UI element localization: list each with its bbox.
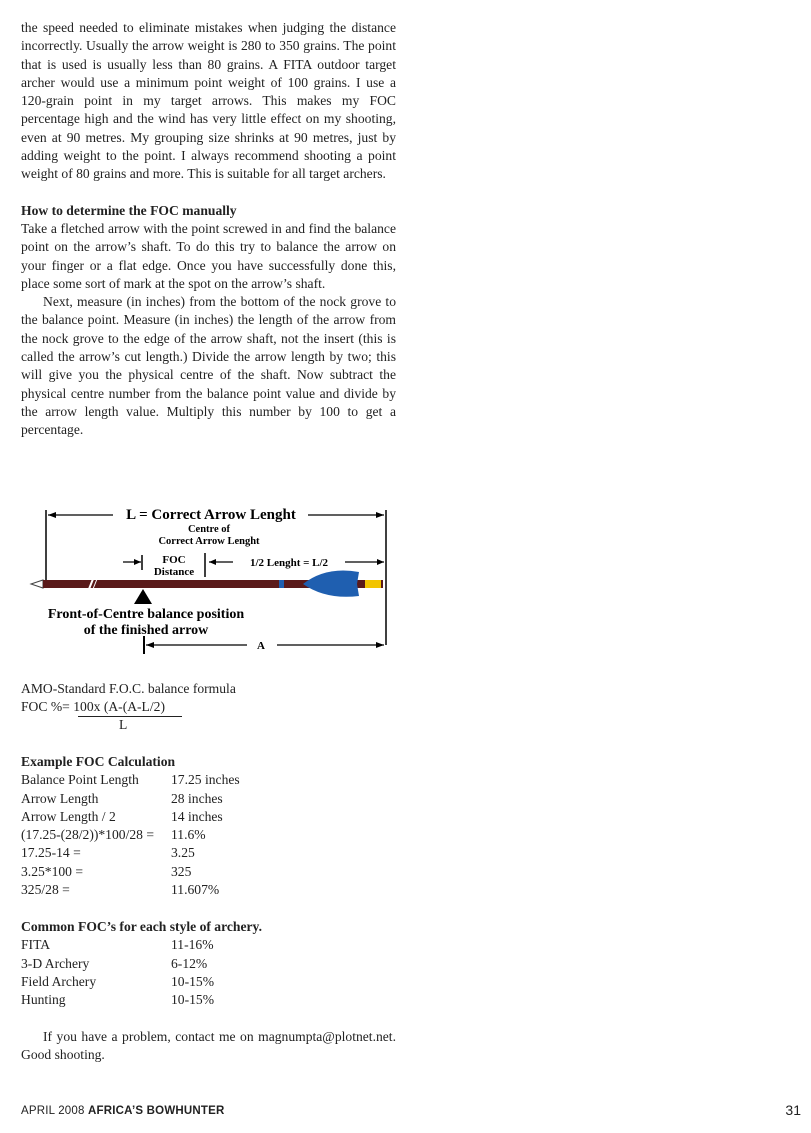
intro-paragraph: the speed needed to eliminate mistakes when judging the distance incorrectly. Usually the arrow weight is 280 to 350 grains. The point that is used is usually less than 80 grains. A FITA outdoor target archer would use a minimum point weight of 100 grains. I use a 120-grain point in my target arrows. This makes my FOC percentage high and the wind has very little effect on my shooting, even at 90 metres. My grouping size shrinks at 90 metres, just by adding weight to the point. I always recommend shooting a point weight of 80 grains and more. This is suitable for all target archers. [21,20,396,182]
common-foc-table [21,918,321,1009]
label-half-length: 1/2 Lenght = L/2 [249,557,329,569]
arrow-nock [365,580,381,588]
label-distance: Distance [153,566,195,578]
example-row [21,844,321,862]
common-foc-row-label: Field Archery [21,973,97,989]
example-row [21,771,321,789]
example-row-value: 325 [171,863,192,879]
common-foc-row [21,973,321,991]
formula-title: AMO-Standard F.O.C. balance formula [21,681,236,696]
example-row [21,790,321,808]
balance-point-marker [134,589,152,604]
example-row-label: 325/28 = [21,882,70,898]
formula-prefix: FOC %= [21,699,74,715]
common-foc-row-label: 3-D Archery [21,955,90,971]
example-row [21,808,321,826]
label-centre-2: Correct Arrow Lenght [158,536,260,547]
common-foc-row-label: FITA [21,937,51,953]
label-A: A [257,640,265,652]
closing-text: If you have a problem, contact me on magnumpta@plotnet.net. Good shooting. [21,1029,396,1063]
common-foc-row-value: 10-15% [171,992,215,1008]
label-front-of-centre: Front-of-Centre balance position [47,607,245,622]
footer-date: APRIL 2008 [21,1105,85,1117]
page-number: 31 [785,1102,801,1118]
common-foc-row-value: 6-12% [171,955,208,971]
foc-formula [21,680,321,734]
arrow-foc-diagram [21,500,401,660]
example-row-value: 3.25 [171,845,195,861]
common-foc-row [21,936,321,954]
arrow-point [31,580,43,588]
article-column [21,19,396,440]
common-heading: Common FOC’s for each style of archery. [21,919,262,934]
closing-paragraph [21,1028,396,1065]
example-calculation [21,753,321,899]
example-row-label: Arrow Length [21,790,99,806]
manual-paragraph-2: Next, measure (in inches) from the bottom of the nock grove to the balance point. Measure (in inches) the length of the arrow from the nock grove to the edge of the arrow shaft, not the insert (this is called the arrow’s cut length.) Divide the arrow length by two; this will give you the physical centre of the shaft. Now subtract the physical centre number from the balance point value and divide by the arrow length value. Multiply this number by 100 to get a percentage. [21,294,396,438]
formula-denominator: L [119,717,128,733]
label-finished-arrow: of the finished arrow [83,623,209,638]
footer-issue [21,1105,225,1117]
common-foc-row [21,991,321,1009]
arrow-fletching [303,571,359,585]
example-row-value: 11.6% [171,827,206,843]
example-row [21,826,321,844]
label-centre-1: Centre of [187,524,231,535]
label-foc: FOC [162,554,186,566]
example-row-value: 28 inches [171,790,223,806]
footer-magazine: AFRICA’S BOWHUNTER [88,1105,225,1117]
example-row-label: 3.25*100 = [21,863,84,879]
common-foc-row-value: 11-16% [171,937,214,953]
example-row-label: (17.25-(28/2))*100/28 = [21,827,155,843]
example-row-label: Balance Point Length [21,772,139,788]
common-foc-row [21,955,321,973]
example-heading: Example FOC Calculation [21,754,176,769]
example-row-value: 17.25 inches [171,772,240,788]
example-row-value: 11.607% [171,882,220,898]
manual-paragraph-1: Take a fletched arrow with the point screwed in and find the balance point on the arrow’s shaft. To do this try to balance the arrow on your finger or a flat edge. Once you have successfully done this, place some sort of mark at the spot on the arrow’s shaft. [21,220,396,291]
example-row-label: Arrow Length / 2 [21,808,116,824]
manual-foc-heading: How to determine the FOC manually [21,202,237,218]
example-row-value: 14 inches [171,808,223,824]
example-row [21,881,321,899]
common-foc-row-value: 10-15% [171,973,215,989]
example-row-label: 17.25-14 = [21,845,81,861]
label-correct-length: L = Correct Arrow Lenght [126,507,296,523]
common-foc-row-label: Hunting [21,992,66,1008]
formula-numerator: 100x (A-(A-L/2) [73,699,165,715]
fraction-bar [78,716,182,717]
example-row [21,863,321,881]
